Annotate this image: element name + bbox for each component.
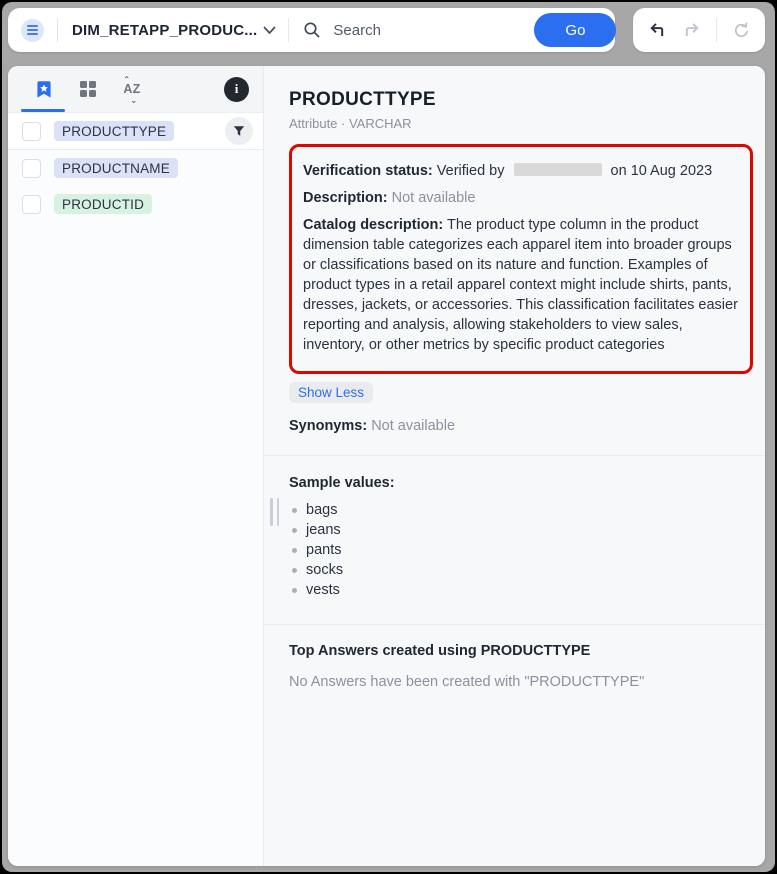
verification-status-label: Verification status: [303, 163, 433, 179]
hamburger-menu-icon[interactable] [21, 19, 44, 42]
info-icon[interactable]: i [224, 77, 249, 102]
description-line [303, 188, 739, 208]
tab-all-columns[interactable] [77, 78, 99, 100]
active-tab-underline [21, 109, 65, 112]
checkbox[interactable] [22, 122, 41, 141]
redacted-username [514, 163, 602, 176]
sample-value-item: socks [289, 560, 753, 580]
main-window [8, 66, 765, 866]
column-chip[interactable]: PRODUCTID [54, 194, 152, 214]
detail-header-section [264, 66, 765, 455]
sample-value-item: pants [289, 540, 753, 560]
column-chip[interactable]: PRODUCTNAME [54, 158, 178, 178]
history-toolbar [633, 8, 765, 52]
column-row-productname[interactable] [8, 150, 263, 186]
top-search-bar [8, 8, 615, 52]
sample-value-item: bags [289, 500, 753, 520]
columns-sidebar [8, 66, 264, 866]
refresh-button[interactable] [730, 19, 753, 42]
no-answers-text: No Answers have been created with "PRODUCTTYPE" [289, 674, 645, 690]
verification-prefix: Verified by [436, 163, 505, 179]
show-less-button[interactable]: Show Less [289, 382, 373, 403]
column-detail-panel [264, 66, 765, 866]
filter-button[interactable] [225, 117, 253, 145]
divider [57, 18, 58, 42]
search-input[interactable] [331, 21, 534, 40]
description-value: Not available [391, 190, 476, 206]
undo-button[interactable] [645, 19, 668, 41]
top-answers-heading: Top Answers created using PRODUCTTYPE [289, 643, 591, 659]
checkbox[interactable] [22, 159, 41, 178]
data-source-selector[interactable]: DIM_RETAPP_PRODUC... [72, 21, 258, 39]
sample-values-list [289, 500, 753, 600]
sample-values-section [264, 456, 765, 624]
highlighted-metadata-box [289, 144, 753, 374]
sample-value-item: jeans [289, 520, 753, 540]
column-subtitle: Attribute · VARCHAR [289, 116, 412, 131]
catalog-description-label: Catalog description: [303, 217, 444, 233]
column-row-producttype[interactable] [8, 112, 263, 150]
checkbox[interactable] [22, 195, 41, 214]
catalog-description-text: The product type column in the product dimension table categorizes each apparel item into broader groups or classifications based on its nature and function. Examples of product types in a retail apparel context might include shirts, pants, dresses, jackets, or accessories. This classification facilitates easier reporting and analysis, allowing stakeholders to view sales, inventory, or other metrics by specific product categories [303, 217, 738, 353]
synonyms-line [289, 416, 753, 436]
sidebar-tabbar [8, 66, 263, 112]
synonyms-label: Synonyms: [289, 418, 368, 434]
search-icon [303, 21, 321, 39]
redo-button[interactable] [681, 19, 704, 41]
sample-values-heading: Sample values: [289, 475, 395, 491]
grid-icon [80, 81, 97, 98]
tab-sort-az[interactable] [121, 75, 143, 105]
column-chip[interactable]: PRODUCTTYPE [54, 121, 174, 141]
column-row-productid[interactable] [8, 186, 263, 222]
go-button[interactable]: Go [534, 13, 616, 47]
sort-az-icon: AZ ⌃ ⌄ [123, 75, 141, 105]
divider [288, 18, 289, 42]
column-title: PRODUCTTYPE [289, 89, 436, 110]
verification-suffix: on 10 Aug 2023 [610, 163, 713, 179]
chevron-down-icon[interactable] [263, 26, 276, 35]
sample-value-item: vests [289, 580, 753, 600]
search-area [303, 21, 534, 40]
tab-bookmarked[interactable] [33, 78, 55, 100]
divider [716, 18, 717, 42]
verification-status-line [303, 161, 739, 181]
top-answers-section [264, 625, 765, 690]
synonyms-value: Not available [371, 418, 456, 434]
description-label: Description: [303, 190, 388, 206]
catalog-description-line [303, 215, 739, 355]
drag-handle-icon[interactable] [270, 498, 279, 526]
